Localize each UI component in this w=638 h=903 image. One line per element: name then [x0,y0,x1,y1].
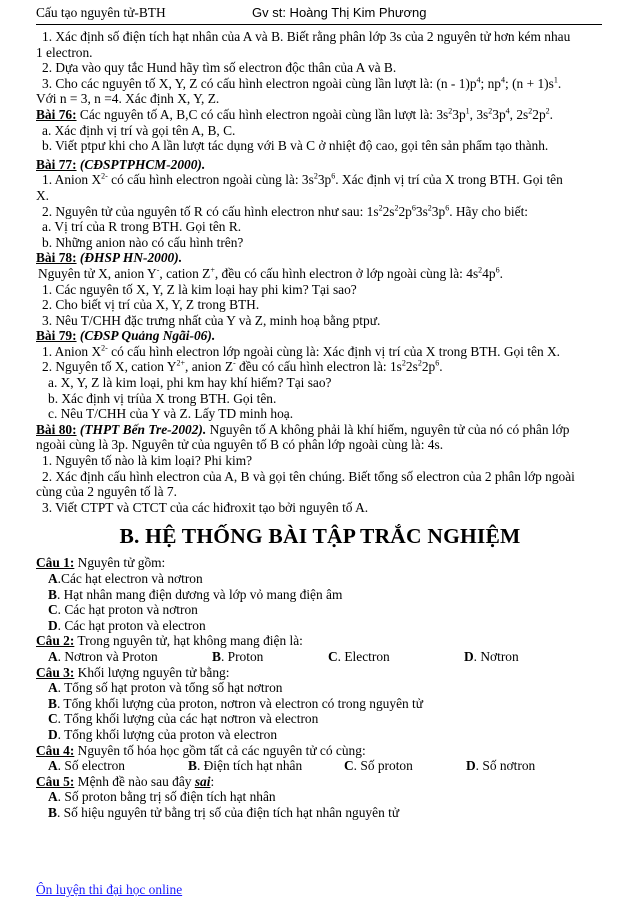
p1-line-4: 3. Cho các nguyên tố X, Y, Z có cấu hình electron ngoài cùng lần lượt là: $(n - 1)p^4$; $np^4$; $(n + 1)s^1$. [42,75,562,91]
question-3-stem: Câu 3: Khối lượng nguyên tử bằng: [36,664,230,680]
page-header [36,4,602,25]
exercise-77-heading: Bài 77: (CĐSPTPHCM-2000). [36,156,206,172]
section-title: B. HỆ THỐNG BÀI TẬP TRẮC NGHIỆM [119,524,521,549]
question-2-option-d: D. Nơtron [464,648,519,664]
question-1-option-b: B. Hạt nhân mang điện dương và lớp vỏ mang điện âm [48,586,343,602]
question-3-option-b: B. Tổng khối lượng của proton, nơtron và electron có trong nguyên tử [48,695,424,711]
exercise-80-q2b: cùng của 2 nguyên tố là 7. [36,484,177,500]
question-4-option-c: C. Số proton [344,758,413,774]
question-4-option-b: B. Điện tích hạt nhân [188,758,303,774]
exercise-76-a: a. Xác định vị trí và gọi tên A, B, C. [42,122,236,138]
exercise-76-heading: Bài 76: Các nguyên tố A, B,C có cấu hình electron ngoài cùng lần lượt là: $3s^23p^1$, $3s^23p^4$, $2s^22p^2$. [36,106,554,122]
question-3-option-d: D. Tổng khối lượng của proton và electron [48,726,278,742]
question-3-option-a: A. Tổng số hạt proton và tổng số hạt nơtron [48,680,283,696]
exercise-79-heading: Bài 79: (CĐSP Quảng Ngãi-06). [36,328,216,344]
p1-line-3: 2. Dựa vào quy tắc Hund hãy tìm số electron độc thân của A và B. [42,60,397,76]
exercise-77-line-1: 1. Anion $X^{2-}$ có cấu hình electron ngoài cùng là: $3s^23p^6$. Xác định vị trí của X trong BTH. Gọi tên [42,171,563,188]
question-5-stem: Câu 5: Mệnh đề nào sau đây sai: [36,773,215,789]
exercise-80-q3: 3. Viết CTPT và CTCT của các hiđroxit tạo bởi nguyên tố A. [42,499,369,515]
exercise-78-heading: Bài 78: (ĐHSP HN-2000). [36,250,183,266]
exercise-79-line-2: 2. Nguyên tố X, cation $Y^{2+}$, anion Z- đều có cấu hình electron là: $1s^22s^22p^6$. [42,359,443,375]
question-2-stem: Câu 2: Trong nguyên tử, hạt không mang điện là: [36,633,303,649]
question-3-option-c: C. Tổng khối lượng của các hạt nơtron và electron [48,711,319,727]
question-5-option-a: A. Số proton bằng trị số điện tích hạt nhân [48,789,276,805]
exercise-78-q2: 2. Cho biết vị trí của X, Y, Z trong BTH. [42,297,260,313]
exercise-78-line-1: Nguyên tử X, anion Y-, cation Z+, đều có cấu hình electron ở lớp ngoài cùng là: $4s^24p^6$. [38,265,503,281]
question-4-option-a: A. Số electron [48,758,125,774]
exercise-77-line-2: X. [36,187,50,203]
question-2-option-a: A. Nơtron và Proton [48,648,158,664]
exercise-80-heading: Bài 80: (THPT Bến Tre-2002). Nguyên tố A không phải là khí hiếm, nguyên tử của nó có phân lớp [36,421,570,437]
exercise-77-line-3: 2. Nguyên tử của nguyên tố R có cấu hình electron như sau: $1s^22s^22p^63s^23p^6$. Hãy cho biết: [42,203,529,219]
question-5-option-b: B. Số hiệu nguyên tử bằng trị số của điện tích hạt nhân nguyên tử [48,804,400,820]
exercise-76-b: b. Viết ptpư khi cho A lần lượt tác dụng với B và C ở nhiệt độ cao, gọi tên sản phẩm tạo thành. [42,138,549,154]
question-4-stem: Câu 4: Nguyên tố hóa học gồm tất cả các nguyên tử có cùng: [36,742,366,758]
question-1-option-a: A.Các hạt electron và nơtron [48,571,203,586]
p1-line-5: Với n = 3, n =4. Xác định X, Y, Z. [36,91,220,107]
exercise-80-q1: 1. Nguyên tố nào là kim loại? Phi kim? [42,453,253,469]
exercise-79-line-1: 1. Anion $X^{2-}$ có cấu hình electron lớp ngoài cùng là: Xác định vị trí của X trong BTH. Gọi tên X. [42,343,561,359]
question-4-option-d: D. Số nơtron [466,758,536,774]
question-2-option-c: C. Electron [328,648,390,664]
exercise-78-q1: 1. Các nguyên tố X, Y, Z là kim loại hay phi kim? Tại sao? [42,281,357,297]
exercise-79-a: a. X, Y, Z là kim loại, phi km hay khí hiếm? Tại sao? [48,375,332,391]
question-1-option-c: C. Các hạt proton và nơtron [48,602,198,618]
question-2-option-b: B. Proton [212,648,264,664]
header-subject: Cấu tạo nguyên tử-BTH [36,5,166,20]
question-2-options [36,649,604,665]
header-author: Gv st: Hoàng Thị Kim Phương [252,5,427,20]
exercise-80-line-2: ngoài cùng là 3p. Nguyên tử của nguyên tố B có phân lớp ngoài cùng là: 4s. [36,437,444,453]
footer-link[interactable]: Ôn luyện thi đại học online [36,882,183,897]
exercise-78-q3: 3. Nêu T/CHH đặc trưng nhất của Y và Z, minh hoạ bằng ptpư. [42,312,381,328]
exercise-80-q2a: 2. Xác định cấu hình electron của A, B và gọi tên chúng. Biết tổng số electron của 2 phân lớp ngoài [42,468,575,484]
question-1-option-d: D. Các hạt proton và electron [48,617,206,633]
p1-line-2: 1 electron. [36,44,93,60]
exercise-79-b: b. Xác định vị tríủa X trong BTH. Gọi tên. [48,390,277,406]
document-body [36,29,604,821]
exercise-77-a: a. Vị trí của R trong BTH. Gọi tên R. [42,219,242,235]
question-4-options [36,758,604,774]
exercise-79-c: c. Nêu T/CHH của Y và Z. Lấy TD minh hoạ. [48,406,294,422]
p1-line-1: 1. Xác định số điện tích hạt nhân của A và B. Biết rằng phân lớp 3s của 2 nguyên tử hơn kém nhau [42,29,571,44]
question-1-stem: Câu 1: Nguyên tử gồm: [36,555,166,571]
exercise-77-b: b. Những anion nào có cấu hình trên? [42,234,244,250]
